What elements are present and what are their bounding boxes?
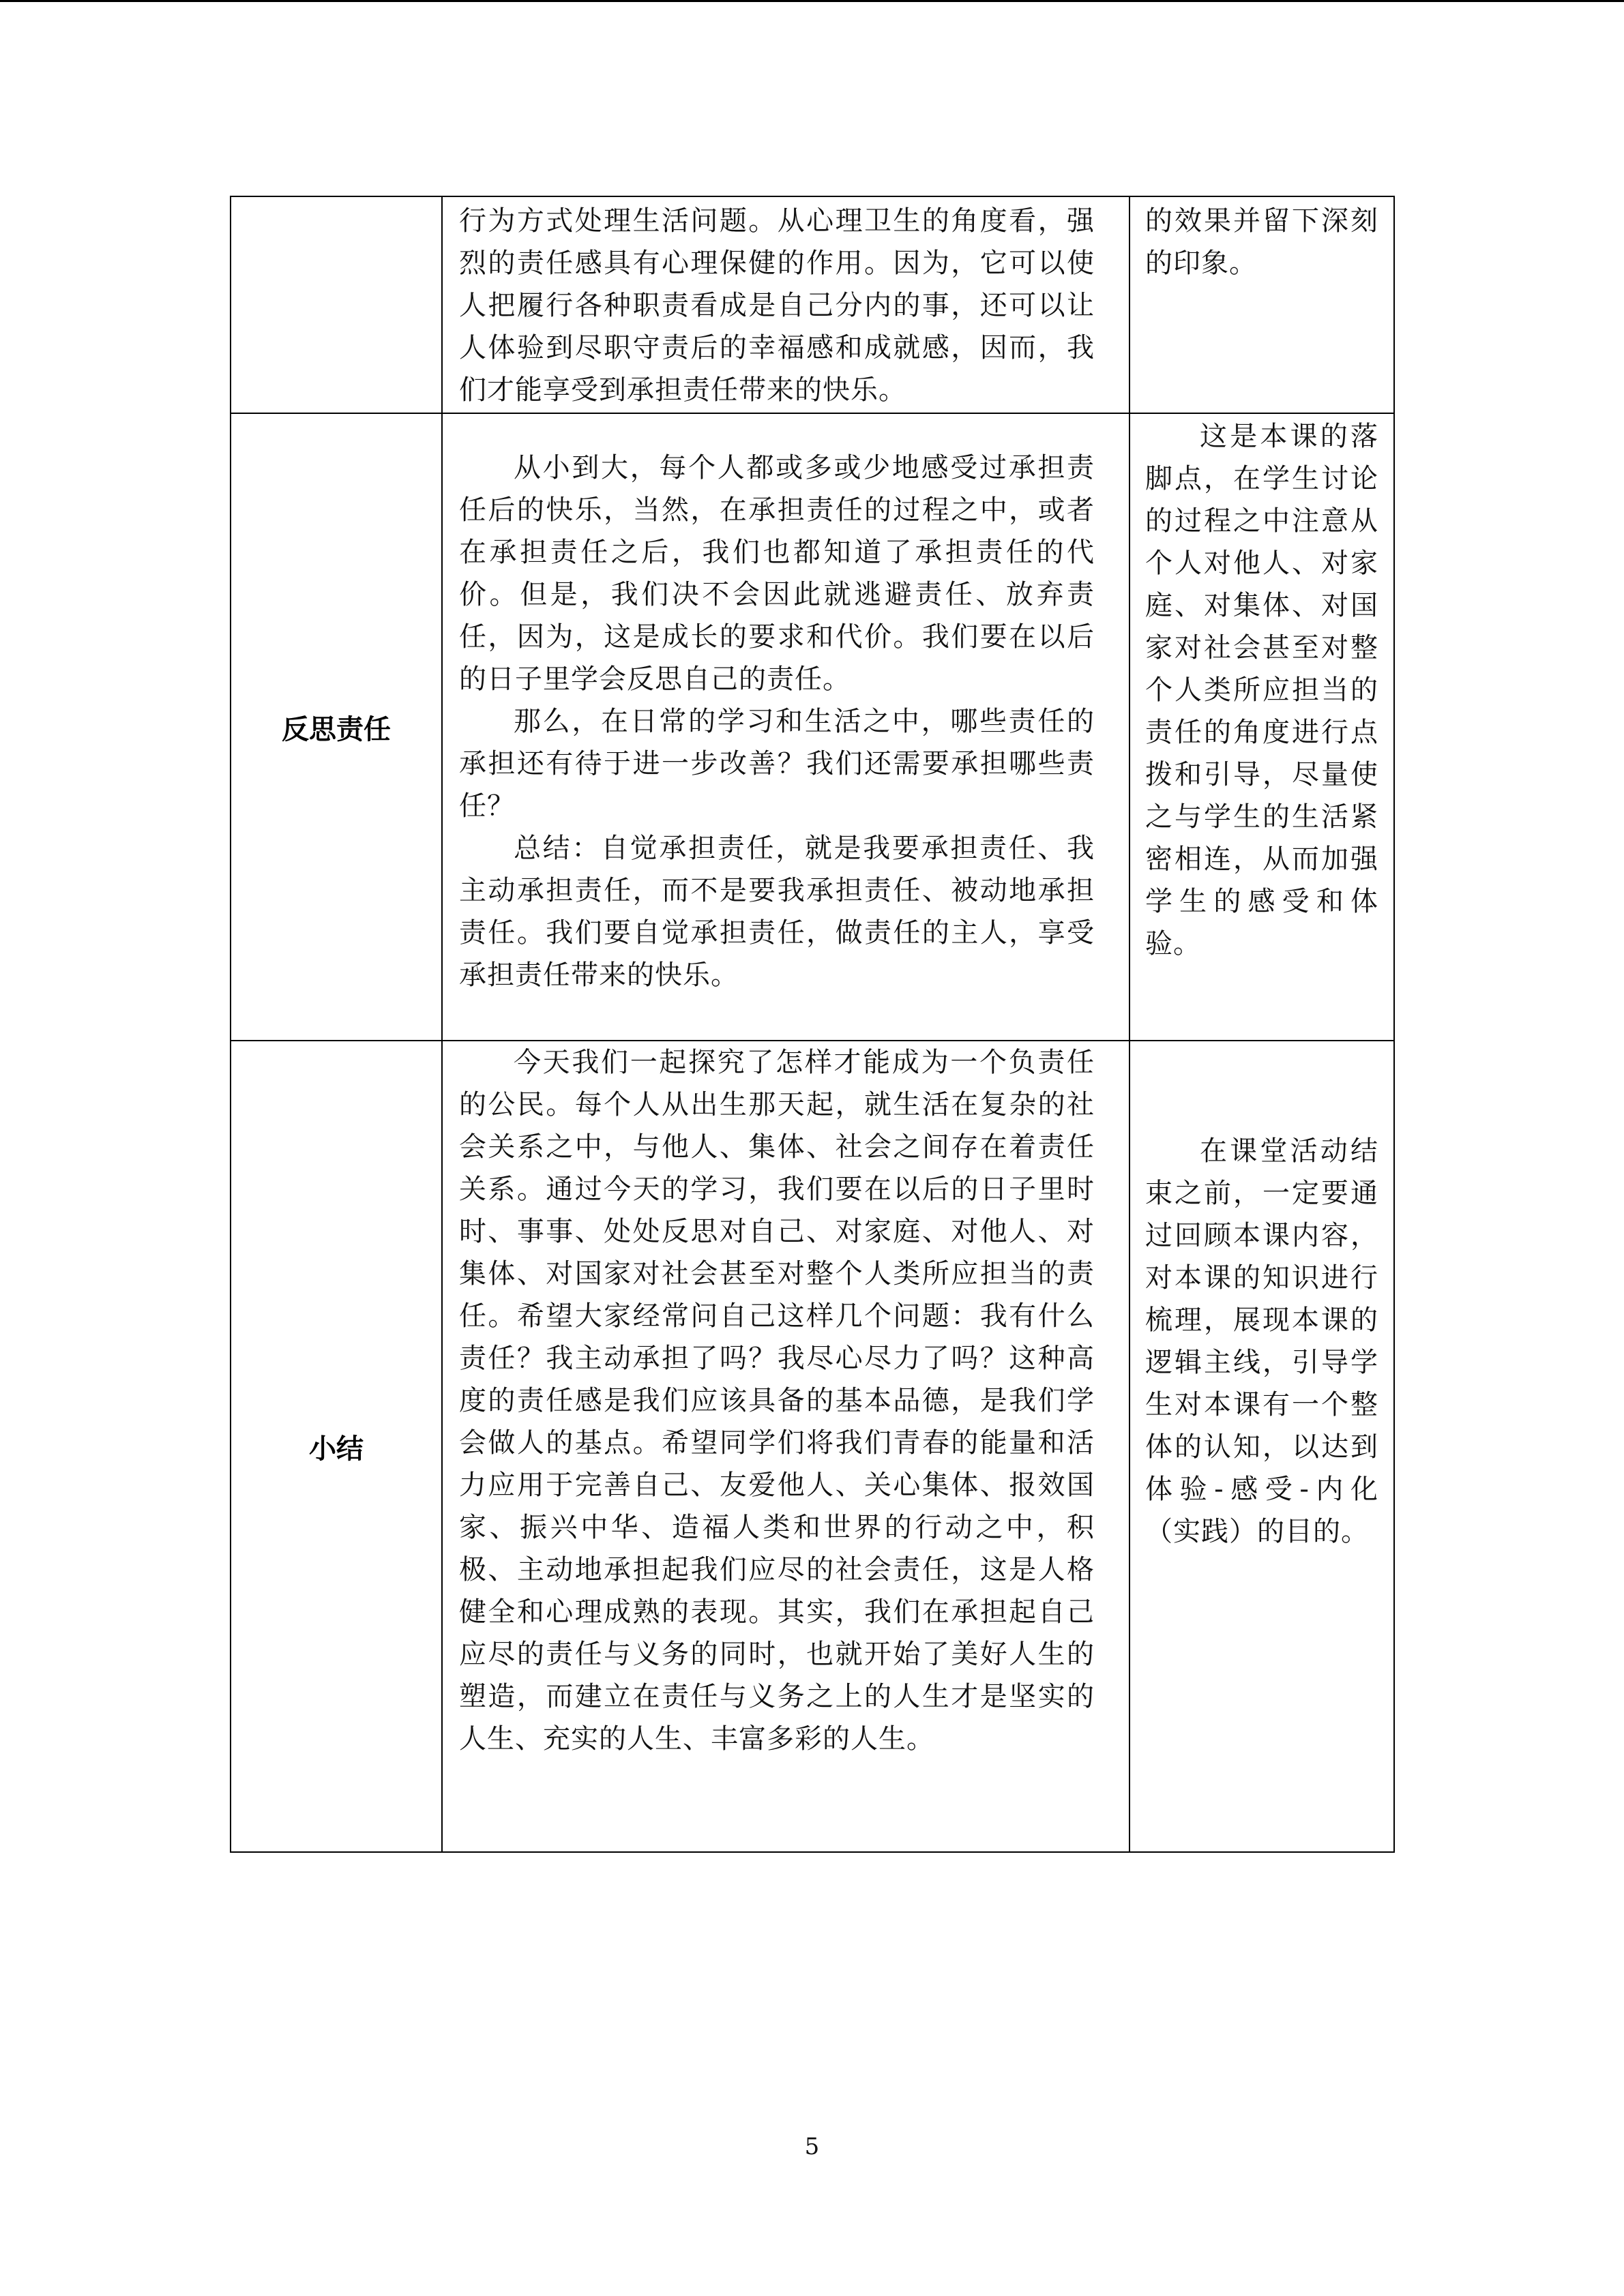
teaching-note-cell	[1130, 1041, 1394, 1852]
page-number: 5	[804, 2133, 820, 2160]
teaching-note: 的效果并留下深刻的印象。	[1145, 205, 1378, 279]
teaching-note-cell	[1130, 196, 1394, 413]
content-cell	[442, 1041, 1130, 1852]
content-paragraph: 那么，在日常的学习和生活之中，哪些责任的承担还有待于进一步改善？我们还需要承担哪些责任？	[459, 706, 1095, 822]
teaching-note: 这是本课的落脚点，在学生讨论的过程之中注意从个人对他人、对家庭、对集体、对国家对社会甚至对整个人类所应担当的责任的角度进行点拨和引导，尽量使之与学生的生活紧密相连，从而加强学生的感受和体验。	[1145, 421, 1378, 959]
content-paragraph: 从小到大，每个人都或多或少地感受过承担责任后的快乐，当然，在承担责任的过程之中，或者在承担责任之后，我们也都知道了承担责任的代价。但是，我们决不会因此就逃避责任、放弃责任，因为，这是成长的要求和代价。我们要在以后的日子里学会反思自己的责任。	[459, 452, 1095, 695]
table-row	[231, 196, 1394, 413]
content-cell	[442, 196, 1130, 413]
row-label-cell	[231, 196, 442, 413]
table-row	[231, 1041, 1394, 1852]
content-cell	[442, 413, 1130, 1041]
lesson-plan-table	[230, 196, 1395, 1853]
teaching-note: 在课堂活动结束之前，一定要通过回顾本课内容，对本课的知识进行梳理，展现本课的逻辑主线，引导学生对本课有一个整体的认知，以达到体验-感受-内化（实践）的目的。	[1145, 1135, 1378, 1547]
table-row	[231, 413, 1394, 1041]
content-paragraph: 今天我们一起探究了怎样才能成为一个负责任的公民。每个人从出生那天起，就生活在复杂的社会关系之中，与他人、集体、社会之间存在着责任关系。通过今天的学习，我们要在以后的日子里时时、事事、处处反思对自己、对家庭、对他人、对集体、对国家对社会甚至对整个人类所应担当的责任。希望大家经常问自己这样几个问题：我有什么责任？我主动承担了吗？我尽心尽力了吗？这种高度的责任感是我们应该具备的基本品德，是我们学会做人的基点。希望同学们将我们青春的能量和活力应用于完善自己、友爱他人、关心集体、报效国家、振兴中华、造福人类和世界的行动之中，积极、主动地承担起我们应尽的社会责任，这是人格健全和心理成熟的表现。其实，我们在承担起自己应尽的责任与义务的同时，也就开始了美好人生的塑造，而建立在责任与义务之上的人生才是坚实的人生、充实的人生、丰富多彩的人生。	[459, 1047, 1095, 1755]
row-label-cell	[231, 413, 442, 1041]
page-top-rule	[0, 0, 1624, 2]
content-paragraph: 总结：自觉承担责任，就是我要承担责任、我主动承担责任，而不是要我承担责任、被动地承担责任。我们要自觉承担责任，做责任的主人，享受承担责任带来的快乐。	[459, 833, 1095, 991]
row-label: 反思责任	[282, 713, 391, 745]
row-label-cell	[231, 1041, 442, 1852]
row-label: 小结	[309, 1433, 364, 1465]
content-paragraph: 行为方式处理生活问题。从心理卫生的角度看，强烈的责任感具有心理保健的作用。因为，它可以使人把履行各种职责看成是自己分内的事，还可以让人体验到尽职守责后的幸福感和成就感，因而，我们才能享受到承担责任带来的快乐。	[459, 205, 1095, 406]
teaching-note-cell	[1130, 413, 1394, 1041]
